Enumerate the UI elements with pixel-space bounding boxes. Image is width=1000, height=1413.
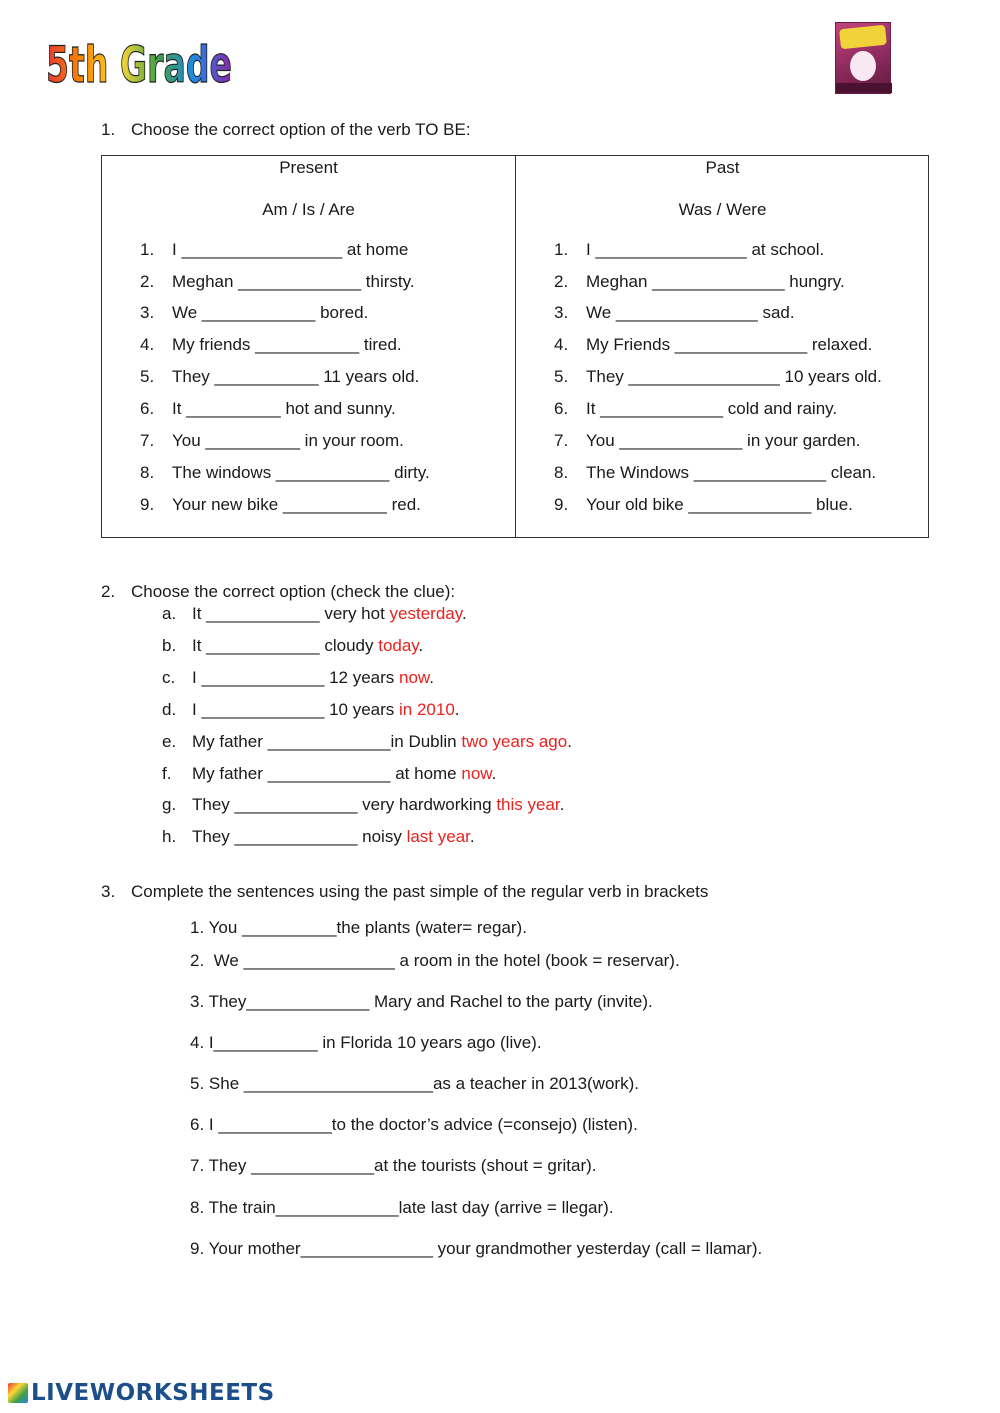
past-item[interactable]: 6. It _____________ cold and rainy. [554,399,838,418]
present-item[interactable]: 1. I _________________ at home [140,240,409,259]
past-simple-item[interactable]: 1. You __________the plants (water= regar). [190,918,527,937]
brand-text: LIVEWORKSHEETS [31,1380,275,1406]
present-item[interactable]: 5. They ___________ 11 years old. [140,367,420,386]
present-item[interactable]: 6. It __________ hot and sunny. [140,399,396,418]
past-item[interactable]: 3. We _______________ sad. [554,303,795,322]
present-item[interactable]: 9. Your new bike ___________ red. [140,495,421,514]
liveworksheets-mark-icon [8,1383,28,1403]
past-item[interactable]: 9. Your old bike _____________ blue. [554,495,853,514]
clue-item[interactable]: c. I _____________ 12 years now. [162,668,434,687]
clue-item[interactable]: e. My father _____________in Dublin two years ago. [162,732,572,751]
present-title: Present [279,158,338,177]
past-item[interactable]: 1. I ________________ at school. [554,240,825,259]
past-simple-item[interactable]: 3. They_____________ Mary and Rachel to the party (invite). [190,992,653,1011]
past-item[interactable]: 8. The Windows ______________ clean. [554,463,877,482]
present-item[interactable]: 8. The windows ____________ dirty. [140,463,430,482]
past-title: Past [705,158,740,177]
present-item[interactable]: 3. We ____________ bored. [140,303,369,322]
rainbow-title [44,26,244,96]
past-simple-item[interactable]: 4. I___________ in Florida 10 years ago (live). [190,1033,542,1052]
past-item[interactable]: 7. You _____________ in your garden. [554,431,861,450]
present-column [102,156,515,537]
past-column [516,156,929,537]
present-subtitle: Am / Is / Are [262,200,355,219]
past-simple-item[interactable]: 2. We ________________ a room in the hotel (book = reservar). [190,951,680,970]
section3-heading: 3. Complete the sentences using the past simple of the regular verb in brackets [101,882,709,901]
section2-heading: 2. Choose the correct option (check the clue): [101,582,456,601]
past-simple-item[interactable]: 8. The train_____________late last day (arrive = llegar). [190,1198,614,1217]
present-item[interactable]: 7. You __________ in your room. [140,431,404,450]
clue-item[interactable]: a. It ____________ very hot yesterday. [162,604,467,623]
past-simple-item[interactable]: 7. They _____________at the tourists (shout = gritar). [190,1156,597,1175]
section1-heading: 1. Choose the correct option of the verb TO BE: [101,120,471,139]
clue-item[interactable]: b. It ____________ cloudy today. [162,636,424,655]
present-item[interactable]: 2. Meghan _____________ thirsty. [140,272,415,291]
clue-item[interactable]: g. They _____________ very hardworking this year. [162,795,565,814]
clue-item[interactable]: d. I _____________ 10 years in 2010. [162,700,460,719]
past-subtitle: Was / Were [678,200,767,219]
liveworksheets-logo[interactable] [8,1380,275,1410]
past-simple-item[interactable]: 6. I ____________to the doctor’s advice (=consejo) (listen). [190,1115,638,1134]
past-item[interactable]: 4. My Friends ______________ relaxed. [554,335,873,354]
past-item[interactable]: 2. Meghan ______________ hungry. [554,272,845,291]
present-item[interactable]: 4. My friends ___________ tired. [140,335,402,354]
title-text: 5th Grade [46,36,232,94]
clue-item[interactable]: h. They _____________ noisy last year. [162,827,475,846]
verb-to-be-table [101,155,929,538]
page-title-logo [44,26,244,96]
past-simple-item[interactable]: 5. She ____________________as a teacher in 2013(work). [190,1074,639,1093]
past-simple-item[interactable]: 9. Your mother______________ your grandmother yesterday (call = llamar). [190,1239,763,1258]
book-cover-icon [835,22,891,94]
past-item[interactable]: 5. They ________________ 10 years old. [554,367,882,386]
clue-item[interactable]: f. My father _____________ at home now. [162,764,497,783]
